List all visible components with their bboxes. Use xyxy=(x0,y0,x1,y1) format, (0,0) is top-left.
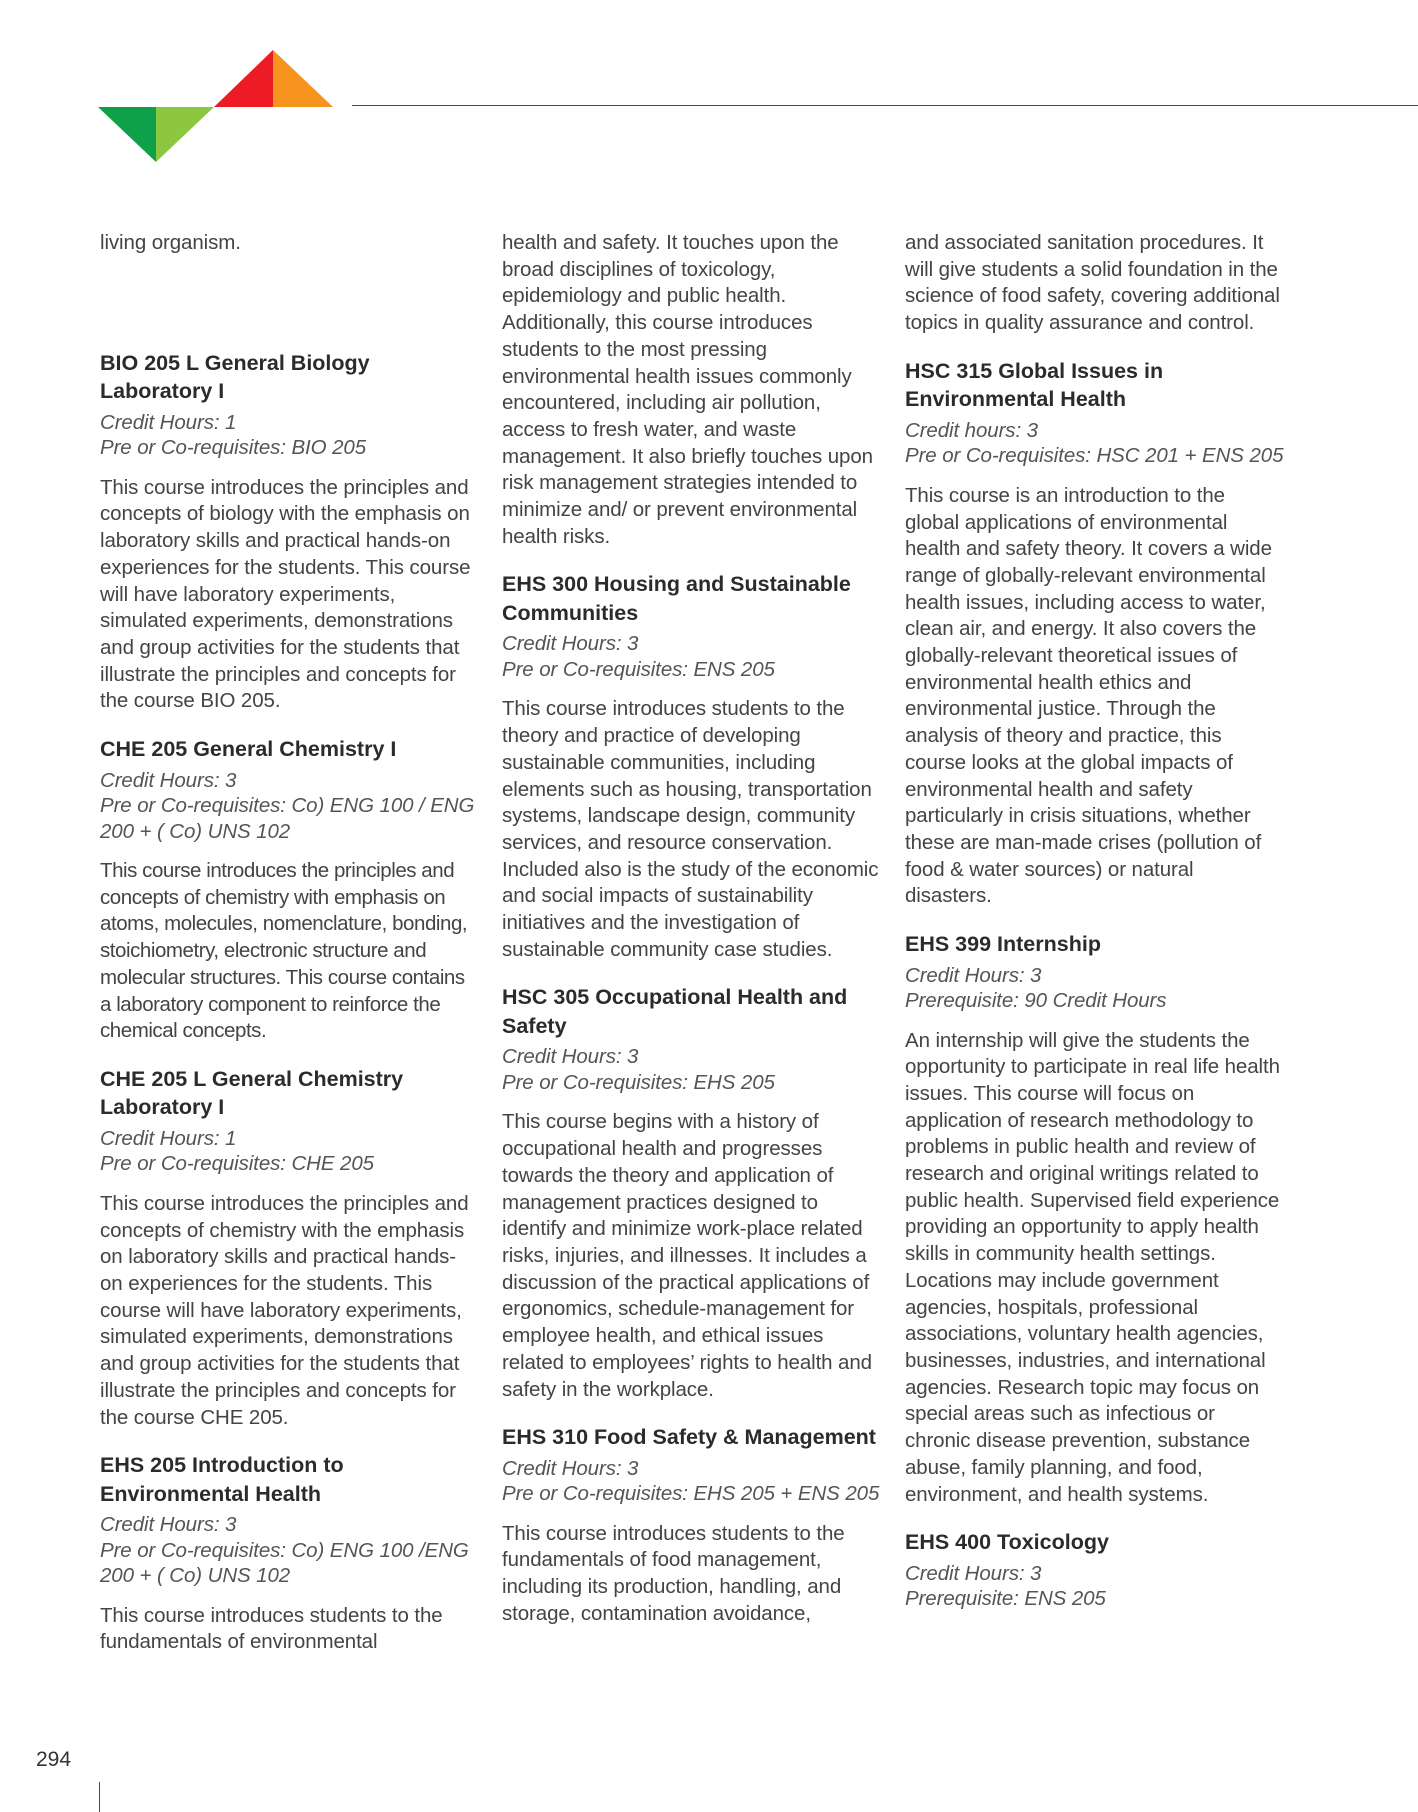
course-meta xyxy=(905,418,1283,469)
course-meta xyxy=(100,410,478,461)
credit-hours: Credit Hours: 3 xyxy=(100,1513,237,1537)
logo-red-triangle xyxy=(214,50,273,107)
credit-hours: Credit Hours: 3 xyxy=(502,1456,639,1480)
course-title: BIO 205 L General Biology Laboratory I xyxy=(100,350,370,404)
credit-hours: Credit Hours: 3 xyxy=(502,632,639,656)
course-meta xyxy=(502,1044,880,1095)
logo-lime-triangle xyxy=(156,107,214,162)
column-2 xyxy=(502,230,880,1648)
course-description: This course introduces the principles and concepts of chemistry with the emphasis on laboratory skills and practical hands-on experiences for the students. This course will have laboratory experiments, simulated experiments, demonstrations and group activities for the students that illustrate the principles and concepts for the course CHE 205. xyxy=(100,1191,469,1429)
course-description: This course begins with a history of occupational health and progresses towards the theory and application of management practices designed to identify and minimize work-place related risks, injuries, and illnesses. It includes a discussion of the practical applications of ergonomics, schedule-management for employee health, and ethical issues related to employees’ rights to health and safety in the workplace. xyxy=(502,1110,872,1401)
course-ehs-300 xyxy=(502,570,880,963)
course-meta xyxy=(100,1512,478,1589)
column-3 xyxy=(905,230,1283,1626)
course-ehs-400 xyxy=(905,1528,1283,1612)
course-title: EHS 205 Introduction to Environmental Health xyxy=(100,1453,344,1506)
course-meta xyxy=(100,768,478,845)
course-title: EHS 400 Toxicology xyxy=(905,1530,1109,1555)
course-hsc-305 xyxy=(502,983,880,1403)
course-meta xyxy=(100,1126,478,1177)
course-meta xyxy=(905,963,1283,1014)
course-title: HSC 315 Global Issues in Environmental Health xyxy=(905,358,1164,412)
prerequisites: Pre or Co-requisites: EHS 205 + ENS 205 xyxy=(502,1482,880,1506)
course-description: This course introduces the principles and concepts of chemistry with emphasis on atoms, molecules, nomenclature, bonding, stoichiometry, electronic structure and molecular structures. This course contains a laboratory component to reinforce the chemical concepts. xyxy=(100,859,468,1043)
prerequisites: Pre or Co-requisites: EHS 205 xyxy=(502,1070,775,1094)
course-title: EHS 399 Internship xyxy=(905,932,1101,957)
lead-text: health and safety. It touches upon the broad disciplines of toxicology, epidemiology and public health. Additionally, this course introduces students to the most pressing environmental health issues commonly encountered, including air pollution, access to fresh water, and waste management. It also briefly touches upon risk management strategies intended to minimize and/ or prevent environmental health risks. xyxy=(502,231,873,548)
course-meta xyxy=(502,631,880,682)
course-description: An internship will give the students the opportunity to participate in real life health issues. This course will focus on application of research methodology to problems in public health and review of research and original writings related to public health. Supervised field experience providing an opportunity to apply health skills in community health settings. Locations may include government agencies, hospitals, professional associations, voluntary health agencies, businesses, industries, and international agencies. Research topic may focus on special areas such as infectious or chronic disease prevention, substance abuse, family planning, and food, environment, and health systems. xyxy=(905,1028,1280,1506)
footer-rule xyxy=(99,1782,100,1812)
prerequisites: Pre or Co-requisites: CHE 205 xyxy=(100,1152,374,1176)
course-meta xyxy=(502,1456,880,1507)
prerequisites: Pre or Co-requisites: ENS 205 xyxy=(502,657,775,681)
course-ehs-399 xyxy=(905,930,1283,1508)
prerequisites: Pre or Co-requisites: HSC 201 + ENS 205 xyxy=(905,444,1284,468)
lead-text: and associated sanitation procedures. It will give students a solid foundation in the science of food safety, covering additional topics in quality assurance and control. xyxy=(905,231,1280,335)
credit-hours: Credit hours: 3 xyxy=(905,418,1038,442)
page-number: 294 xyxy=(36,1748,72,1771)
logo-orange-triangle xyxy=(273,50,333,107)
credit-hours: Credit Hours: 3 xyxy=(502,1045,639,1069)
course-ehs-310 xyxy=(502,1423,880,1627)
course-che-205l xyxy=(100,1065,478,1431)
course-title: EHS 310 Food Safety & Management xyxy=(502,1425,876,1450)
course-description: This course introduces the principles and concepts of biology with the emphasis on laboratory skills and practical hands-on experiences for the students. This course will have laboratory experiments, simulated experiments, demonstrations and group activities for the students that illustrate the principles and concepts for the course BIO 205. xyxy=(100,475,471,713)
prerequisites: Prerequisite: 90 Credit Hours xyxy=(905,989,1167,1013)
logo-green-triangle xyxy=(98,107,156,162)
credit-hours: Credit Hours: 1 xyxy=(100,410,237,434)
prerequisites: Pre or Co-requisites: Co) ENG 100 /ENG 200 + ( Co) UNS 102 xyxy=(100,1538,469,1588)
course-title: HSC 305 Occupational Health and Safety xyxy=(502,985,848,1038)
course-description: This course is an introduction to the global applications of environmental health and safety theory. It covers a wide range of globally-relevant environmental health issues, including access to water, clean air, and energy. It also covers the globally-relevant theoretical issues of environmental health ethics and environmental justice. Through the analysis of theory and practice, this course looks at the global impacts of environmental health and safety particularly in crisis situations, whether these are man-made crises (pollution of food & water sources) or natural disasters. xyxy=(905,483,1272,908)
course-bio-205l xyxy=(100,349,478,715)
column-1 xyxy=(100,230,478,1676)
header-rule xyxy=(352,105,1418,106)
credit-hours: Credit Hours: 3 xyxy=(905,963,1042,987)
course-title: CHE 205 General Chemistry I xyxy=(100,737,397,762)
course-description: This course introduces students to the fundamentals of food management, including its production, handling, and storage, contamination avoidance, xyxy=(502,1521,845,1625)
course-title: EHS 300 Housing and Sustainable Communities xyxy=(502,572,851,625)
course-che-205 xyxy=(100,735,478,1045)
prerequisites: Pre or Co-requisites: BIO 205 xyxy=(100,436,366,460)
course-meta xyxy=(905,1561,1283,1612)
course-hsc-315 xyxy=(905,357,1283,910)
course-title: CHE 205 L General Chemistry Laboratory I xyxy=(100,1066,404,1120)
credit-hours: Credit Hours: 3 xyxy=(905,1561,1042,1585)
credit-hours: Credit Hours: 3 xyxy=(100,768,237,792)
course-ehs-205 xyxy=(100,1451,478,1656)
credit-hours: Credit Hours: 1 xyxy=(100,1126,237,1150)
prerequisites: Prerequisite: ENS 205 xyxy=(905,1587,1106,1611)
course-description: This course introduces students to the theory and practice of developing sustainable communities, including elements such as housing, transportation systems, landscape design, community services, and resource conservation. Included also is the study of the economic and social impacts of sustainability initiatives and the investigation of sustainable community case studies. xyxy=(502,697,879,961)
course-description: This course introduces students to the fundamentals of environmental xyxy=(100,1603,443,1654)
logo-triangles xyxy=(98,50,336,162)
prerequisites: Pre or Co-requisites: Co) ENG 100 / ENG 200 + ( Co) UNS 102 xyxy=(100,794,475,843)
lead-text: living organism. xyxy=(100,231,241,254)
